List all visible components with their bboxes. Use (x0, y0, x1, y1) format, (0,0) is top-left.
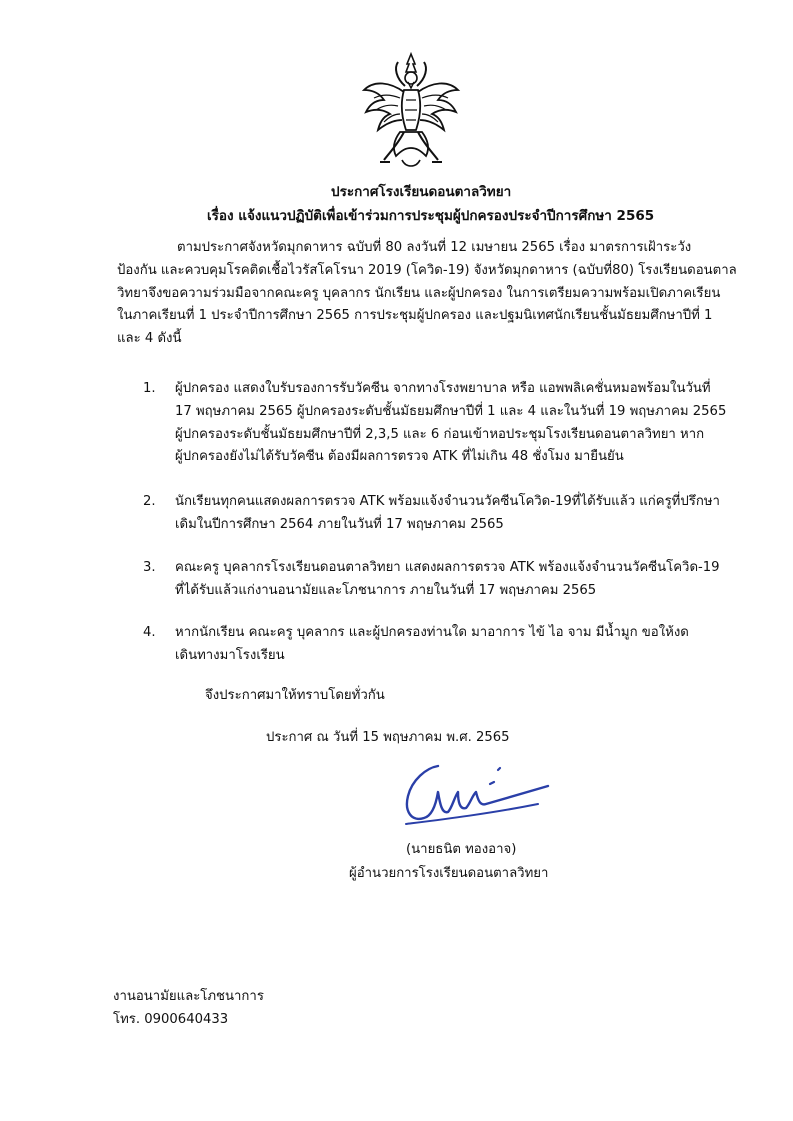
list-item-line: เดินทางมาโรงเรียน (175, 647, 285, 663)
list-item-text (175, 378, 726, 469)
intro-line: และ 4 ดังนี้ (117, 331, 182, 347)
announcement-subject: เรื่อง แจ้งแนวปฏิบัติเพื่อเข้าร่วมการประชุมผู้ปกครองประจำปีการศึกษา 2565 (207, 208, 655, 224)
list-item-line: 17 พฤษภาคม 2565 ผู้ปกครองระดับชั้นมัธยมศึกษาปีที่ 1 และ 4 และในวันที่ 19 พฤษภาคม 2565 (175, 403, 727, 419)
announcement-title: ประกาศโรงเรียนดอนตาลวิทยา (331, 184, 512, 200)
contact-department: งานอนามัยและโภชนาการ (113, 989, 264, 1004)
list-item-line: คณะครู บุคลากรโรงเรียนดอนตาลวิทยา แสดงผลการตรวจ ATK พร้องแจ้งจำนวนวัคซีนโควิด-19 (175, 560, 720, 575)
intro-line: วิทยาจึงขอความร่วมมือจากคณะครู บุคลากร นักเรียน และผู้ปกครอง ในการเตรียมความพร้อมเปิดภาคเรียน (117, 285, 721, 301)
closing-notice: จึงประกาศมาให้ทราบโดยทั่วกัน (205, 688, 385, 703)
list-item-text (175, 622, 689, 668)
list-item-number: 4. (143, 625, 156, 640)
intro-line: ป้องกัน และควบคุมโรคติดเชื้อไวรัสโคโรนา 2019 (โควิด-19) จังหวัดมุกดาหาร (ฉบับที่80) โรงเรียนดอนตาล (117, 262, 737, 278)
list-item-number: 2. (143, 494, 156, 509)
intro-line: ตามประกาศจังหวัดมุกดาหาร ฉบับที่ 80 ลงวันที่ 12 เมษายน 2565 เรื่อง มาตรการเฝ้าระวัง (177, 240, 692, 255)
list-item-line: นักเรียนทุกคนแสดงผลการตรวจ ATK พร้อมแจ้งจำนวนวัคซีนโควิด-19ที่ได้รับแล้ว แก่ครูที่ปรึกษา (175, 494, 720, 509)
list-item-text (175, 491, 720, 537)
garuda-emblem-icon (360, 52, 462, 172)
list-item-line: ผู้ปกครอง แสดงใบรับรองการรับวัคซีน จากทางโรงพยาบาล หรือ แอพพลิเคชั่นหมอพร้อมในวันที่ (175, 381, 711, 396)
announcement-date: ประกาศ ณ วันที่ 15 พฤษภาคม พ.ศ. 2565 (266, 730, 510, 745)
intro-paragraph (117, 237, 737, 351)
list-item-number: 3. (143, 560, 156, 575)
list-item-number: 1. (143, 381, 156, 396)
list-item-line: เดิมในปีการศึกษา 2564 ภายในวันที่ 17 พฤษภาคม 2565 (175, 516, 504, 532)
signatory-name: (นายธนิต ทองอาจ) (406, 842, 517, 857)
list-item-line: ที่ได้รับแล้วแก่งานอนามัยและโภชนาการ ภายในวันที่ 17 พฤษภาคม 2565 (175, 582, 597, 598)
list-item-line: ผู้ปกครองระดับชั้นมัธยมศึกษาปีที่ 2,3,5 และ 6 ก่อนเข้าหอประชุมโรงเรียนดอนตาลวิทยา หาก (175, 426, 705, 442)
intro-line: ในภาคเรียนที่ 1 ประจำปีการศึกษา 2565 การประชุมผู้ปกครอง และปฐมนิเทศนักเรียนชั้นมัธยมศึกษาปีที่ 1 (117, 308, 713, 324)
list-item-text (175, 557, 720, 603)
list-item-line: หากนักเรียน คณะครู บุคลากร และผู้ปกครองท่านใด มาอาการ ไข้ ไอ จาม มีน้ำมูก ขอให้งด (175, 625, 689, 640)
list-item-line: ผู้ปกครองยังไม่ได้รับวัคซีน ต้องมีผลการตรวจ ATK ที่ไม่เกิน 48 ชั่งโมง มายืนยัน (175, 449, 624, 465)
signatory-position: ผู้อำนวยการโรงเรียนดอนตาลวิทยา (349, 866, 549, 881)
signature-image (398, 758, 556, 830)
contact-phone: โทร. 0900640433 (113, 1012, 229, 1027)
